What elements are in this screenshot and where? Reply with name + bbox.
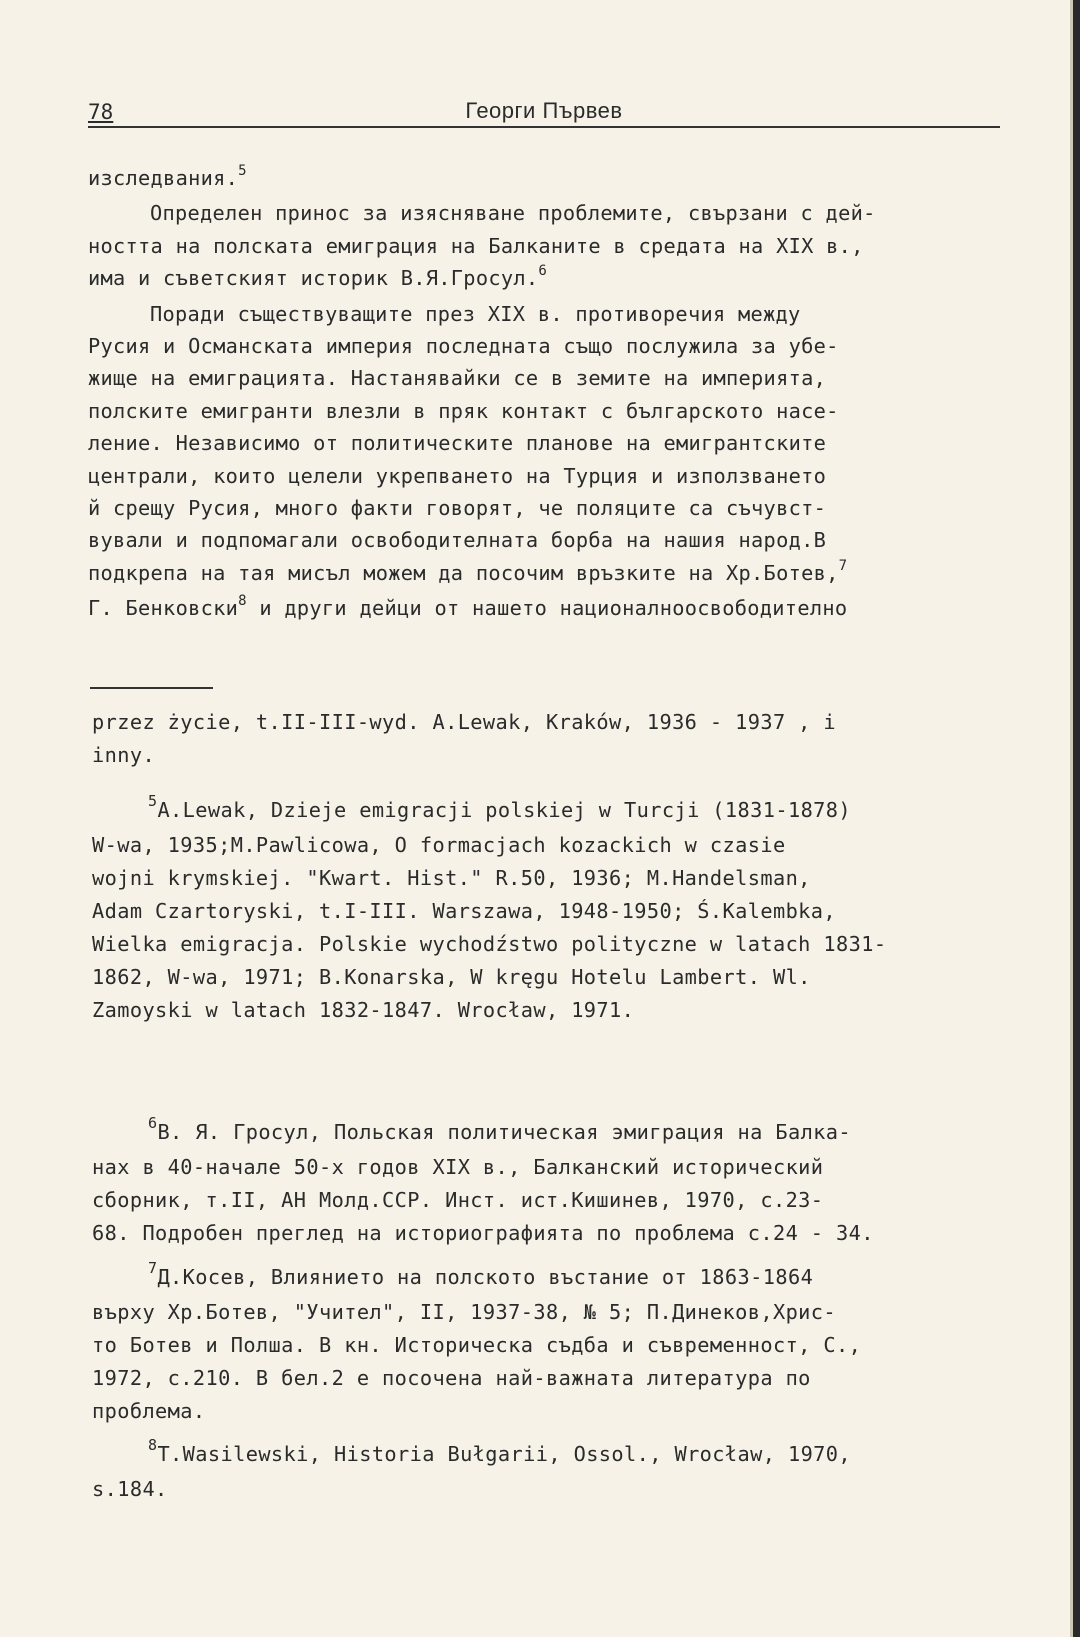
- footnote-7: [92, 1261, 1027, 1428]
- footnote-line: inny.: [92, 743, 156, 767]
- footnote-ref: 7: [838, 557, 848, 574]
- footnote-line: $^5$A.Lewak, Dzieje emigracji polskiej w Turcji (1831-1878): [148, 792, 852, 822]
- page-edge: [1073, 0, 1080, 1637]
- footnote-ref: 6: [538, 263, 548, 280]
- footnote-line: Wielka emigracja. Polskie wychodźstwo polityczne w latach 1831-: [92, 932, 887, 956]
- text-line: Русия и Османската империя последната също послужила за убе-: [88, 334, 839, 359]
- footnote-line: 1972, с.210. В бел.2 е посочена най-важната литература по: [92, 1366, 811, 1390]
- text-line: Г. Бенковски$^8$ и други дейци от нашето националноосвободително: [88, 593, 848, 621]
- text-line: жище на емиграцията. Настанявайки се в земите на империята,: [88, 366, 827, 391]
- footnote-line: $^8$T.Wasilewski, Historia Bułgarii, Ossol., Wrocław, 1970,: [148, 1436, 852, 1466]
- footnote-line: върху Хр.Ботев, "Учител", II, 1937-38, № 5; П.Динеков,Хрис-: [92, 1300, 837, 1324]
- running-title: Георги Първев: [465, 98, 623, 123]
- footnote-line: przez życie, t.II-III-wyd. A.Lewak, Kraków, 1936 - 1937 , i: [92, 710, 837, 734]
- footnote-continuation: [92, 706, 1027, 772]
- footnote-line: 68. Подробен преглед на историографията по проблема с.24 - 34.: [92, 1221, 874, 1245]
- footnote-ref: 5: [238, 163, 247, 179]
- page-header: [88, 96, 1000, 128]
- text-line: й срещу Русия, много факти говорят, че поляците са съчувст-: [88, 496, 827, 521]
- footnote-number: 8: [148, 1436, 158, 1454]
- footnote-line: $^7$Д.Косев, Влиянието на полското въстание от 1863-1864: [148, 1259, 814, 1289]
- text-line: ление. Независимо от политическите планове на емигрантските: [88, 431, 827, 456]
- footnote-number: 5: [148, 792, 158, 810]
- footnote-line: s.184.: [92, 1477, 168, 1501]
- footnote-line: Zamoyski w latach 1832-1847. Wrocław, 1971.: [92, 998, 635, 1022]
- text-line: полските емигранти влезли в пряк контакт с българското насе-: [88, 398, 839, 423]
- text-line: ността на полската емиграция на Балканите в средата на XIX в.,: [88, 233, 864, 258]
- footnote-line: wojni krymskiej. "Kwart. Hist." R.50, 1936; M.Handelsman,: [92, 866, 811, 890]
- page-number: 78: [88, 100, 114, 124]
- footnote-line: 1862, W-wa, 1971; B.Konarska, W kręgu Hotelu Lambert. Wl.: [92, 965, 811, 989]
- footnote-line: нах в 40-начале 50-х годов XIX в., Балканский исторический: [92, 1155, 824, 1179]
- footnote-line: Adam Czartoryski, t.I-III. Warszawa, 1948-1950; Ś.Kalembka,: [92, 899, 837, 923]
- footnote-line: проблема.: [92, 1399, 206, 1423]
- footnote-line: сборник, т.II, АН Молд.ССР. Инст. ист.Кишинев, 1970, с.23-: [92, 1188, 824, 1212]
- body-text: [88, 162, 1013, 628]
- footnote-6: [92, 1116, 1027, 1250]
- text-line: изследвания.$^5$: [88, 163, 247, 190]
- text-line: централи, които целели укрепването на Турция и използването: [88, 463, 827, 488]
- footnote-separator: [90, 687, 213, 689]
- text-line: Поради съществуващите през XIX в. противоречия между: [150, 301, 801, 326]
- footnote-line: то Ботев и Полша. В кн. Историческа съдба и съвременност, С.,: [92, 1333, 862, 1357]
- footnote-line: $^6$В. Я. Гросул, Польская политическая эмиграция на Балка-: [148, 1114, 852, 1144]
- text-line: Определен принос за изясняване проблемите, свързани с дей-: [150, 201, 876, 226]
- text-line: вували и подпомагали освободителната борба на нашия народ.В: [88, 528, 827, 553]
- footnote-5: [92, 794, 1027, 1027]
- footnote-number: 7: [148, 1259, 158, 1277]
- footnote-ref: 8: [238, 593, 247, 610]
- text-line: подкрепа на тая мисъл можем да посочим връзките на Хр.Ботев,$^7$: [88, 557, 848, 585]
- footnote-number: 6: [148, 1114, 158, 1132]
- text-line: има и съветският историк В.Я.Гросул.$^6$: [88, 263, 548, 291]
- footnote-8: [92, 1438, 1027, 1506]
- footnote-line: W-wa, 1935;M.Pawlicowa, O formacjach kozackich w czasie: [92, 833, 786, 857]
